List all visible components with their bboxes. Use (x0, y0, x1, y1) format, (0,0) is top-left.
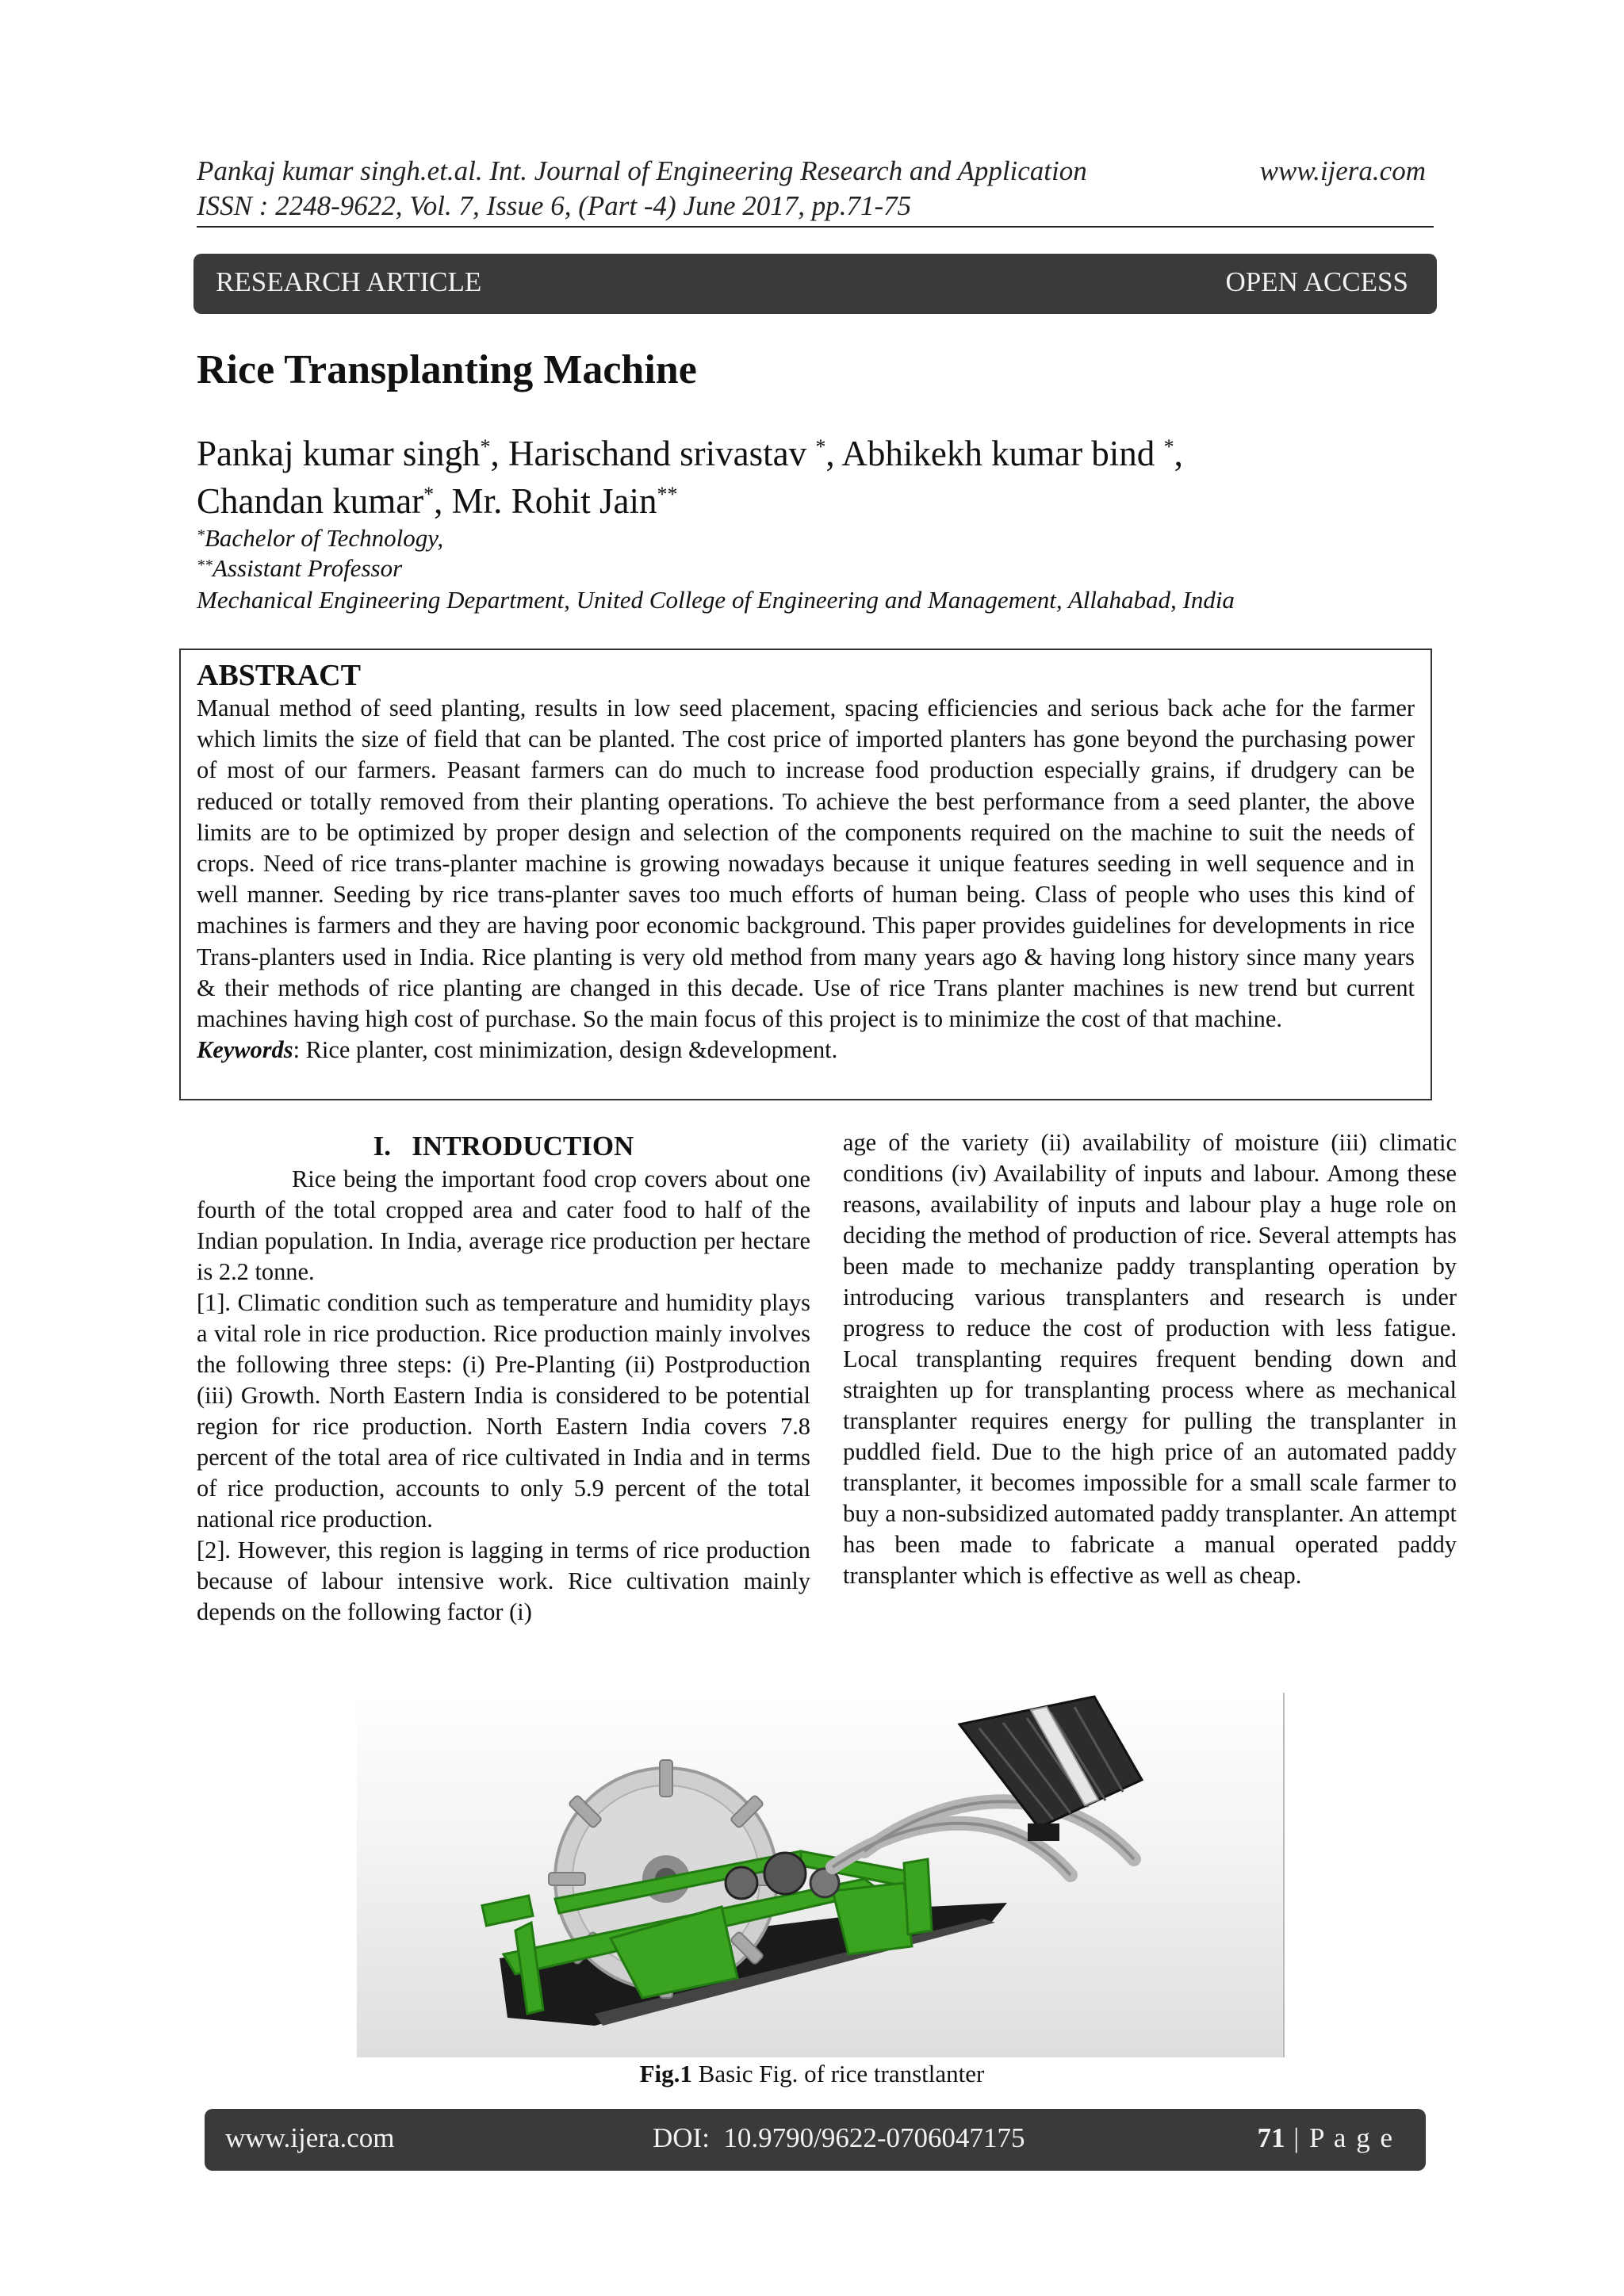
figure-rice-transplanter (357, 1693, 1285, 2057)
figure-caption-text: Basic Fig. of rice transtlanter (691, 2060, 985, 2087)
affiliation-text: Assistant Professor (213, 554, 403, 582)
page-label: | P a g e (1285, 2122, 1394, 2153)
author-separator: , (825, 434, 842, 473)
author-separator: , (490, 434, 508, 473)
transplanter-illustration (357, 1693, 1283, 2057)
affiliation-position (197, 553, 402, 584)
keywords-label: Keywords (197, 1036, 293, 1064)
affiliation-mark: ** (197, 557, 213, 574)
author-mark: * (1163, 435, 1174, 458)
author-name: Harischand srivastav (508, 434, 816, 473)
author-name: Mr. Rohit Jain (451, 481, 657, 521)
abstract-heading: ABSTRACT (197, 659, 361, 692)
page-number (1258, 2122, 1395, 2154)
paragraph: Rice being the important food crop covers about one fourth of the total cropped area and cater food to half of the Indian population. In India, average rice production per hectare is 2.2 tonne. (197, 1165, 810, 1285)
abstract-body: Manual method of seed planting, results in low seed placement, spacing efficiencies and serious back ache for the farmer which limits the size of field that can be planted. The cost price of imported planters has gone beyond the purchasing power of most of our farmers. Peasant farmers can do much to increase food production especially grains, if drudgery can be reduced or totally removed from their planting operations. To achieve the best performance from a seed planter, the above limits are to be optimized by proper design and selection of the components required on the machine to suit the needs of crops. Need of rice trans-planter machine is growing nowadays because it unique features seeding in well sequence and in well manner. Seeding by rice trans-planter saves too much efforts of human being. Class of people who uses this kind of machines is farmers and they are having poor economic background. This paper provides guidelines for developments in rice Trans-planters used in India. Rice planting is very old method from many years ago & having long history since many years & their methods of rice planting are changed in this decade. Use of rice Trans planter machines is new trend but current machines having high cost of purchase. So the main focus of this project is to minimize the cost of that machine. (197, 695, 1415, 1033)
abstract-text (197, 693, 1415, 1066)
paragraph: [1]. Climatic condition such as temperature and humidity plays a vital role in rice production. Rice production mainly involves the following three steps: (i) Pre-Planting (ii) Postproduction (iii) Growth. North Eastern India is considered to be potential region for rice production. North Eastern India covers 7.8 percent of the total area of rice cultivated in India and in terms of rice production, accounts to only 5.9 percent of the total national rice production. (197, 1289, 810, 1533)
author-name: Abhikekh kumar bind (841, 434, 1164, 473)
paragraph: [2]. However, this region is lagging in terms of rice production because of labour intensive work. Rice cultivation mainly depends on the following factor (i) (197, 1536, 810, 1625)
abstract-box (179, 649, 1432, 1100)
article-type: RESEARCH ARTICLE (216, 266, 482, 297)
figure-caption (0, 2058, 1624, 2090)
author-separator: , (1174, 434, 1183, 473)
author-separator: , (434, 481, 452, 521)
figure-label: Fig.1 (639, 2060, 692, 2087)
author-mark: * (815, 435, 826, 458)
journal-citation: Pankaj kumar singh.et.al. Int. Journal of Engineering Research and Application (197, 155, 1087, 186)
affiliation-degree (197, 523, 443, 553)
header-rule (197, 226, 1434, 228)
paragraph: age of the variety (ii) availability of moisture (iii) climatic conditions (iv) Availability of inputs and labour. Among these reasons, availability of inputs and labour play a huge role on deciding the method of production of rice. Several attempts has been made to mechanize paddy transplanting operation by introducing various transplanters and research is under progress to reduce the cost of production with less fatigue. Local transplanting requires frequent bending down and straighten up for transplanting process where as mechanical transplanter requires energy for pulling the transplanter in puddled field. Due to the high price of an automated paddy transplanter, it becomes impossible for a small scale farmer to buy a non-subsidized automated paddy transplanter. An attempt has been made to fabricate a manual operated paddy transplanter which is effective as well as cheap. (843, 1129, 1457, 1589)
author-name: Pankaj kumar singh (197, 434, 481, 473)
page-footer (205, 2109, 1426, 2171)
keywords-text: : Rice planter, cost minimization, design &development. (293, 1036, 838, 1064)
page-number-value: 71 (1257, 2122, 1285, 2153)
access-type: OPEN ACCESS (1225, 266, 1408, 297)
author-name: Chandan kumar (197, 481, 424, 521)
author-mark: * (480, 435, 491, 458)
affiliation-text: Bachelor of Technology, (205, 524, 444, 552)
article-type-bar (193, 254, 1437, 314)
body-column-right (843, 1127, 1457, 1591)
affiliation-mark: * (197, 526, 205, 544)
affiliation-institution: Mechanical Engineering Department, United College of Engineering and Management, Allahabad, India (197, 586, 1235, 614)
handles (833, 1801, 1134, 1875)
body-column-left (197, 1129, 810, 1628)
paper-title: Rice Transplanting Machine (197, 347, 697, 392)
footer-doi[interactable]: DOI: 10.9790/9622-0706047175 (653, 2122, 1025, 2153)
journal-url[interactable]: www.ijera.com (1259, 155, 1426, 186)
author-mark: ** (657, 483, 678, 506)
author-line-2 (197, 479, 1465, 523)
author-mark: * (423, 483, 435, 506)
section-heading-introduction: I. INTRODUCTION (373, 1131, 634, 1161)
footer-url[interactable]: www.ijera.com (225, 2122, 395, 2153)
author-line-1 (197, 431, 1465, 476)
journal-issn: ISSN : 2248-9622, Vol. 7, Issue 6, (Part -4) June 2017, pp.71-75 (197, 190, 912, 221)
